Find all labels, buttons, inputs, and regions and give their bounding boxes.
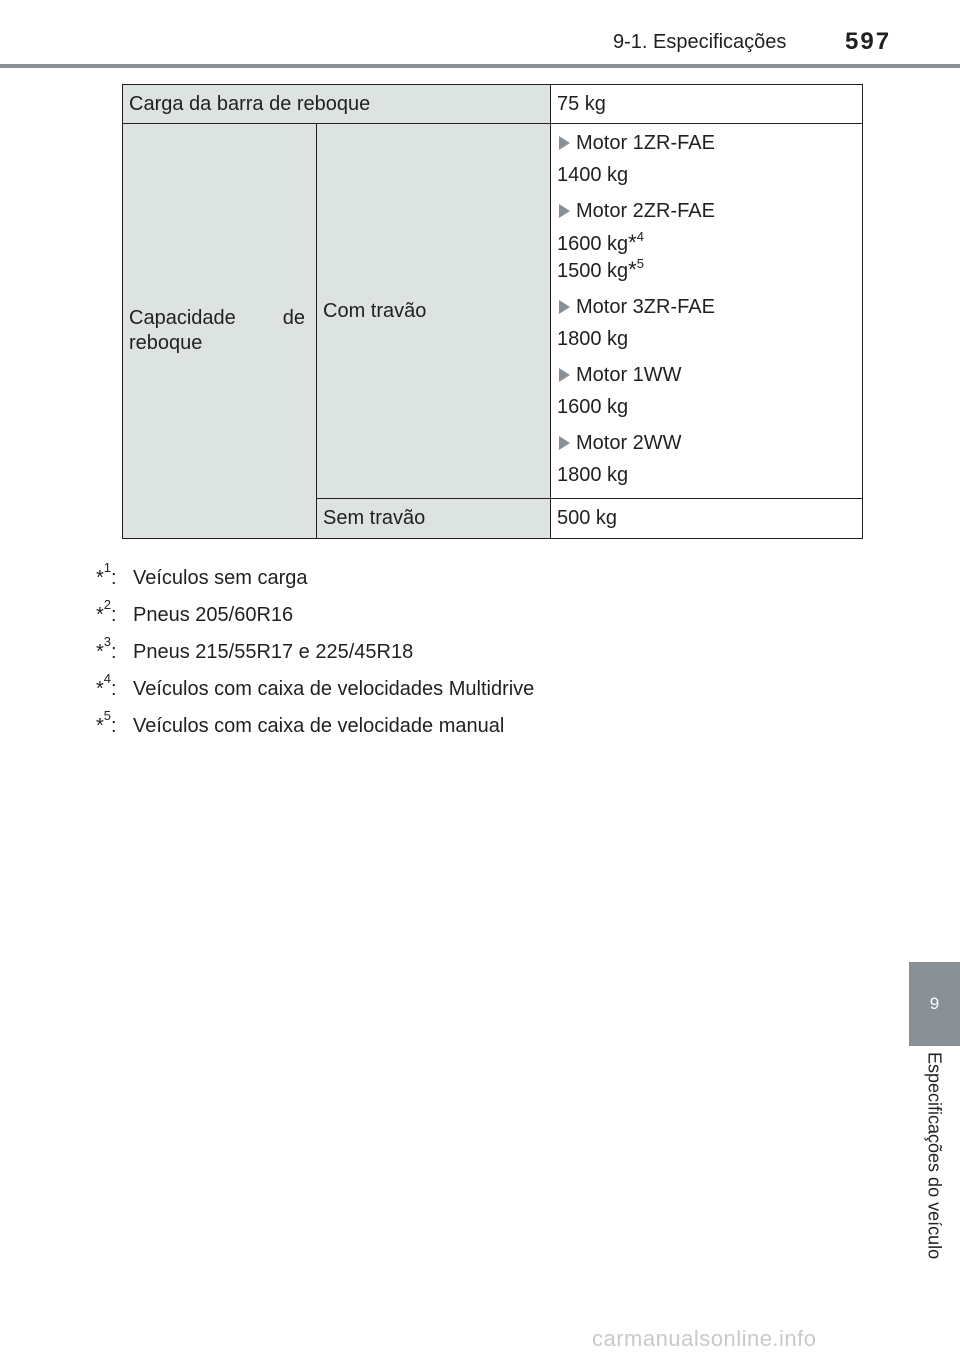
footnote-text: Veículos com caixa de velocidades Multidrive xyxy=(133,678,535,700)
chapter-label xyxy=(914,1052,954,1302)
triangle-bullet-icon xyxy=(559,436,570,450)
triangle-bullet-icon xyxy=(559,368,570,382)
triangle-bullet-icon xyxy=(559,204,570,218)
engine-name: Motor 3ZR-FAE xyxy=(576,295,715,318)
capacity-value: 1800 kg xyxy=(557,328,629,350)
capacity-value: 1500 kg xyxy=(557,260,629,282)
capacity-line xyxy=(557,462,856,488)
engine-name: Motor 1WW xyxy=(576,363,682,386)
engine-item xyxy=(557,198,856,284)
engine-item xyxy=(557,362,856,420)
engine-title xyxy=(557,198,856,224)
chapter-tab[interactable] xyxy=(909,962,960,1046)
chapter-label-text: Especificações do veículo xyxy=(924,1052,945,1260)
page-number: 597 xyxy=(845,28,892,55)
engine-item xyxy=(557,130,856,188)
bar-load-value: 75 kg xyxy=(551,85,863,124)
engine-capacity xyxy=(557,462,856,488)
engine-title xyxy=(557,362,856,388)
footnote-text: Veículos sem carga xyxy=(133,567,308,589)
capacity-value: 1600 kg xyxy=(557,233,629,255)
capacity-value: 1800 kg xyxy=(557,464,629,486)
capacity-line xyxy=(557,394,856,420)
footnote-mark: *$^3$: xyxy=(96,634,117,663)
capacity-line xyxy=(557,230,856,257)
footnote-item xyxy=(96,560,534,597)
page-header xyxy=(0,0,960,70)
chapter-number: 9 xyxy=(929,994,940,1013)
engine-capacity xyxy=(557,394,856,420)
triangle-bullet-icon xyxy=(559,300,570,314)
bar-load-label: Carga da barra de reboque xyxy=(123,85,551,124)
without-brake-label: Sem travão xyxy=(317,499,551,539)
capacity-value: 1400 kg xyxy=(557,164,629,186)
footnote-mark: *$^1$: xyxy=(96,560,117,589)
table-row-with-brake xyxy=(123,124,863,499)
capacity-value: 1600 kg xyxy=(557,396,629,418)
footnote-item xyxy=(96,708,534,745)
triangle-bullet-icon xyxy=(559,136,570,150)
engine-capacity xyxy=(557,326,856,352)
footnote-mark: *$^2$: xyxy=(96,597,117,626)
footnote-text: Pneus 205/60R16 xyxy=(133,604,294,626)
engine-list xyxy=(557,124,856,488)
section-title: 9-1. Especificações xyxy=(613,31,787,53)
with-brake-label: Com travão xyxy=(317,124,551,499)
footnote-text: Veículos com caixa de velocidade manual xyxy=(133,715,505,737)
footnote-ref: 5 xyxy=(636,256,644,271)
capacity-line xyxy=(557,162,856,188)
capacity-line xyxy=(557,257,856,284)
engine-title xyxy=(557,294,856,320)
engine-list-cell xyxy=(551,124,863,499)
engine-title xyxy=(557,430,856,456)
watermark: carmanualsonline.info xyxy=(592,1326,817,1351)
engine-name: Motor 2ZR-FAE xyxy=(576,199,715,222)
engine-capacity xyxy=(557,162,856,188)
footnote-item xyxy=(96,634,534,671)
engine-title xyxy=(557,130,856,156)
footnote-text: Pneus 215/55R17 e 225/45R18 xyxy=(133,641,414,663)
capacity-line xyxy=(557,326,856,352)
footnotes xyxy=(96,560,534,745)
engine-name: Motor 1ZR-FAE xyxy=(576,131,715,154)
footnote-mark: *$^5$: xyxy=(96,708,117,737)
footnote-mark: *$^4$: xyxy=(96,671,117,700)
engine-item xyxy=(557,294,856,352)
without-brake-value: 500 kg xyxy=(551,499,863,539)
engine-name: Motor 2WW xyxy=(576,431,682,454)
table-row-bar-load xyxy=(123,85,863,124)
engine-capacity xyxy=(557,230,856,284)
capacity-cell xyxy=(123,124,317,539)
footnote-star: * xyxy=(628,257,637,282)
footnote-item xyxy=(96,597,534,634)
towing-spec-table xyxy=(122,84,863,539)
capacity-label: Capacidade de reboque xyxy=(129,307,305,354)
footnote-item xyxy=(96,671,534,708)
header-rule xyxy=(0,64,960,68)
footnote-star: * xyxy=(628,230,637,255)
engine-item xyxy=(557,430,856,488)
footnote-ref: 4 xyxy=(636,229,644,244)
